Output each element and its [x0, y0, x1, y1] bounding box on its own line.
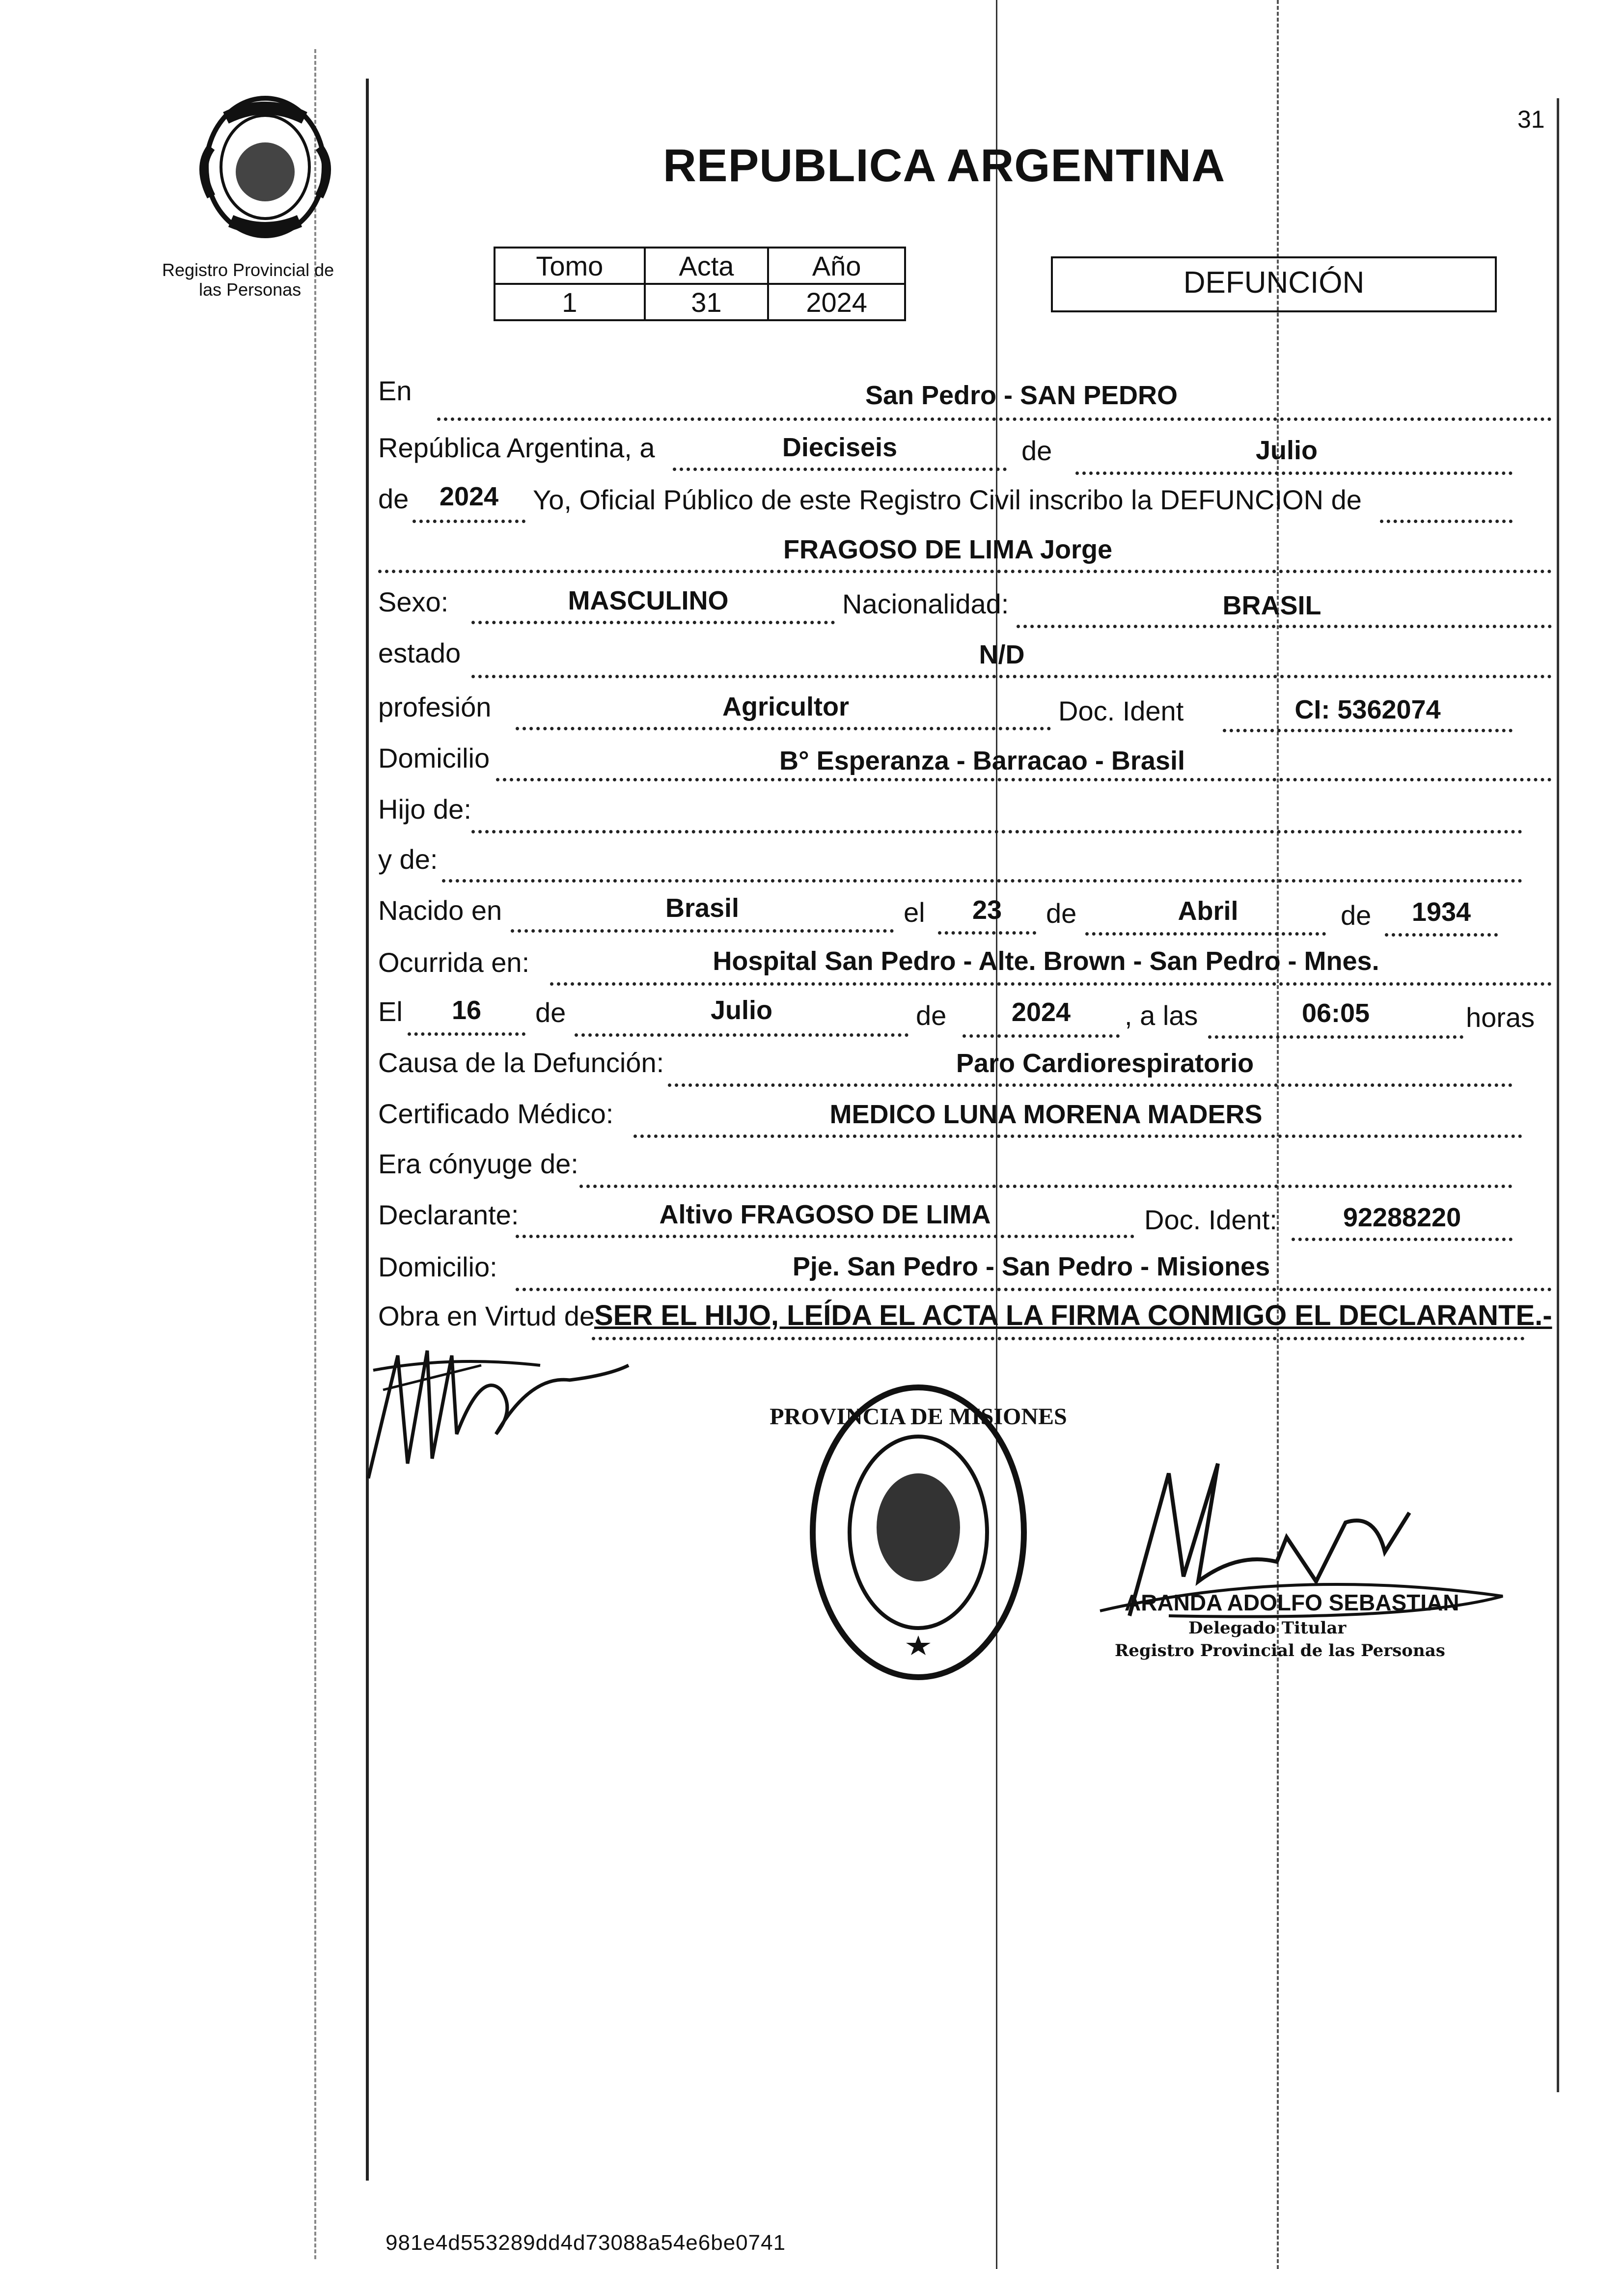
birth-day-dotted-line [938, 931, 1036, 935]
sexo-label: Sexo: [378, 586, 449, 617]
sexo-value: MASCULINO [568, 586, 729, 615]
anio-header: Año [768, 248, 905, 284]
certificado-label: Certificado Médico: [378, 1098, 614, 1129]
en-value: San Pedro - SAN PEDRO [865, 381, 1178, 410]
oficial-dotted-line [1380, 520, 1513, 523]
el-label: el [904, 897, 925, 928]
decl-domicilio-label: Domicilio: [378, 1251, 497, 1282]
year-value: 2024 [439, 482, 499, 511]
day-words-value: Dieciseis [782, 433, 898, 462]
tomo-value: 1 [495, 284, 645, 320]
official-office: Registro Provincial de las Personas [1115, 1641, 1445, 1660]
decl-doc-dotted-line [1292, 1238, 1513, 1241]
stamp-text: PROVINCIA DE MISIONES [770, 1404, 1067, 1430]
estado-label: estado [378, 637, 461, 668]
certificado-value: MEDICO LUNA MORENA MADERS [829, 1100, 1263, 1129]
record-type-box: DEFUNCIÓN [1051, 256, 1497, 312]
de-label-2: de [378, 483, 409, 514]
y-de-label: y de: [378, 844, 438, 875]
birth-month-dotted-line [1085, 932, 1326, 936]
conyuge-label: Era cónyuge de: [378, 1148, 578, 1179]
profesion-label: profesión [378, 692, 492, 722]
anio-value: 2024 [768, 284, 905, 320]
name-dotted-line [378, 570, 1552, 573]
obra-label: Obra en Virtud de [378, 1301, 595, 1331]
domicilio-label: Domicilio [378, 743, 490, 774]
declarante-value: Altivo FRAGOSO DE LIMA [659, 1200, 991, 1229]
birth-day-value: 23 [972, 895, 1002, 925]
domicilio-dotted-line [496, 778, 1552, 781]
acta-header: Acta [645, 248, 769, 284]
de-label-5: de [535, 997, 566, 1028]
death-time-dotted-line [1208, 1035, 1463, 1039]
hijo-dotted-line [471, 830, 1522, 833]
declarante-dotted-line [516, 1235, 1134, 1238]
alas-label: , a las [1125, 1000, 1198, 1031]
causa-dotted-line [668, 1083, 1513, 1087]
declarant-signature [354, 1336, 648, 1483]
death-time-value: 06:05 [1301, 998, 1370, 1028]
de-label-3: de [1046, 898, 1077, 929]
registry-label-line2: las Personas [199, 279, 302, 300]
en-label: En [378, 375, 412, 406]
right-border-line [1557, 98, 1559, 2092]
birth-year-value: 1934 [1411, 897, 1471, 927]
registry-label-line1: Registro Provincial de [162, 260, 334, 280]
profesion-value: Agricultor [722, 692, 849, 721]
oficial-text: Yo, Oficial Público de este Registro Civil inscribo la DEFUNCION de [533, 484, 1362, 515]
ocurrida-dotted-line [550, 982, 1552, 986]
declarante-label: Declarante: [378, 1199, 519, 1230]
nacido-label: Nacido en [378, 895, 502, 926]
estado-dotted-line [471, 675, 1552, 678]
official-name: ARANDA ADOLFO SEBASTIAN [1125, 1590, 1459, 1615]
domicilio-value: B° Esperanza - Barracao - Brasil [779, 746, 1185, 775]
page-title: REPUBLICA ARGENTINA [663, 139, 1226, 191]
obra-value: SER EL HIJO, LEÍDA EL ACTA LA FIRMA CONMIGO EL DECLARANTE.- [594, 1300, 1552, 1331]
conyuge-dotted-line [579, 1185, 1513, 1188]
birth-year-dotted-line [1385, 933, 1498, 937]
hijo-label: Hijo de: [378, 794, 471, 825]
republica-label: República Argentina, a [378, 432, 655, 463]
y-de-dotted-line [442, 879, 1522, 883]
sexo-dotted-line [471, 621, 835, 624]
certificado-dotted-line [633, 1134, 1522, 1138]
nacido-value: Brasil [665, 893, 740, 923]
decl-domicilio-value: Pje. San Pedro - San Pedro - Misiones [792, 1252, 1270, 1281]
page-number: 31 [1517, 106, 1545, 133]
death-month-dotted-line [575, 1033, 908, 1037]
de-label-4: de [1341, 900, 1372, 931]
horas-label: horas [1466, 1002, 1535, 1033]
official-role: Delegado Titular [1188, 1618, 1347, 1638]
doc-ident-label: Doc. Ident [1058, 695, 1184, 726]
decl-doc-label: Doc. Ident: [1144, 1204, 1277, 1235]
month-dotted-line [1075, 471, 1513, 475]
margin-dashed-line [314, 49, 316, 2259]
death-day-dotted-line [408, 1032, 525, 1036]
estado-value: N/D [979, 640, 1025, 669]
death-day-value: 16 [451, 996, 482, 1025]
day-words-dotted-line [673, 468, 1007, 471]
nacionalidad-dotted-line [1017, 625, 1552, 628]
record-reference-table [494, 247, 906, 321]
nacido-dotted-line [511, 929, 894, 933]
causa-value: Paro Cardiorespiratorio [956, 1049, 1254, 1078]
document-hash: 981e4d553289dd4d73088a54e6be0741 [385, 2231, 786, 2255]
month-value: Julio [1255, 436, 1318, 465]
province-seal-logo [192, 88, 339, 246]
deceased-name: FRAGOSO DE LIMA Jorge [783, 535, 1113, 564]
profesion-dotted-line [516, 727, 1051, 730]
obra-dotted-line [592, 1337, 1525, 1340]
tomo-header: Tomo [495, 248, 645, 284]
en-dotted-line [437, 417, 1552, 421]
death-year-dotted-line [963, 1034, 1120, 1038]
ocurrida-value: Hospital San Pedro - Alte. Brown - San Pedro - Mnes. [713, 946, 1379, 976]
nacionalidad-value: BRASIL [1222, 591, 1321, 620]
de-label-6: de [916, 1000, 947, 1031]
doc-ident-value: CI: 5362074 [1294, 695, 1441, 724]
acta-value: 31 [645, 284, 769, 320]
year-dotted-line [413, 520, 525, 523]
official-stamp [770, 1380, 1067, 1685]
causa-label: Causa de la Defunción: [378, 1047, 664, 1078]
death-year-value: 2024 [1011, 997, 1071, 1027]
left-border-line [366, 79, 369, 2181]
decl-domicilio-dotted-line [516, 1288, 1552, 1291]
el2-label: El [378, 996, 403, 1027]
birth-month-value: Abril [1178, 896, 1239, 926]
ocurrida-label: Ocurrida en: [378, 947, 530, 978]
doc-ident-dotted-line [1223, 729, 1513, 732]
death-month-value: Julio [710, 996, 772, 1025]
de-label-1: de [1021, 435, 1052, 466]
nacionalidad-label: Nacionalidad: [842, 588, 1009, 619]
decl-doc-value: 92288220 [1343, 1203, 1461, 1232]
